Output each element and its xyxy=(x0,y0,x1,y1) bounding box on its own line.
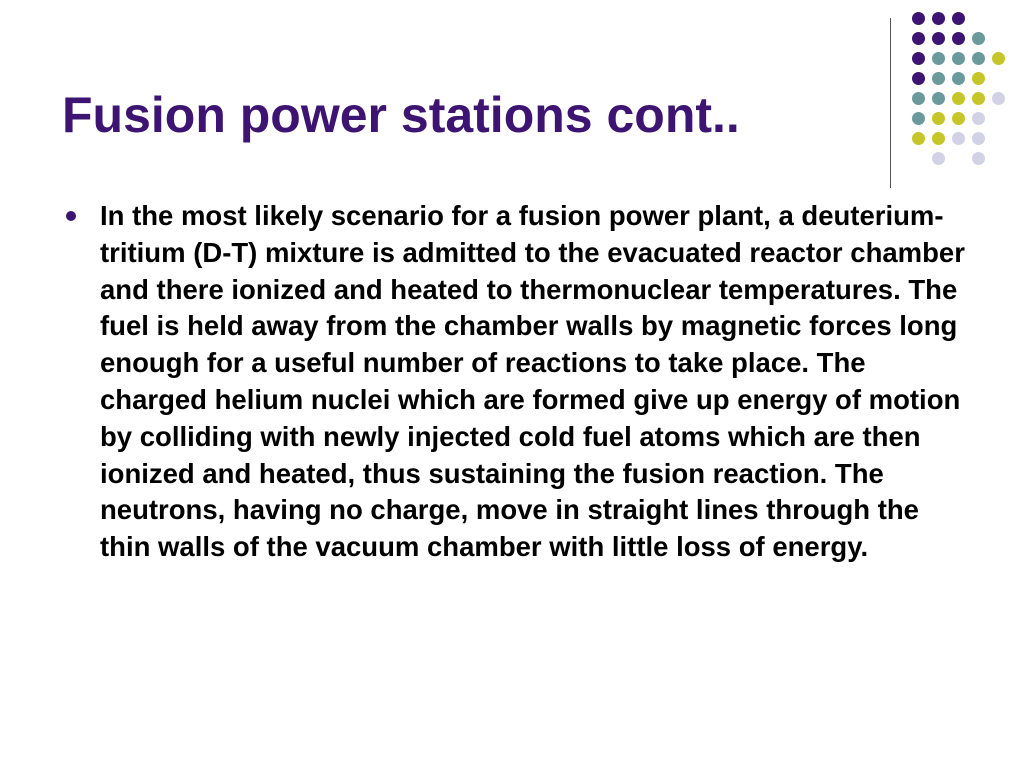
decorative-dot xyxy=(952,72,965,85)
decorative-dot xyxy=(912,112,925,125)
decorative-dot xyxy=(952,32,965,45)
decorative-dot xyxy=(952,92,965,105)
decorative-dot xyxy=(992,52,1005,65)
decorative-dot xyxy=(912,72,925,85)
decorative-dot xyxy=(972,32,985,45)
decorative-dot xyxy=(912,12,925,25)
decorative-dot xyxy=(972,112,985,125)
decorative-dot xyxy=(912,52,925,65)
decorative-dot xyxy=(952,132,965,145)
decorative-dot xyxy=(932,12,945,25)
bullet-list xyxy=(62,198,972,566)
bullet-dot-icon xyxy=(66,211,76,221)
decorative-dot xyxy=(952,52,965,65)
decorative-dot xyxy=(952,112,965,125)
decorative-dot xyxy=(932,32,945,45)
decorative-dot xyxy=(932,152,945,165)
decorative-dot xyxy=(952,12,965,25)
decorative-dot xyxy=(912,32,925,45)
decorative-dot xyxy=(932,112,945,125)
decorative-dot xyxy=(972,132,985,145)
decorative-dot xyxy=(992,92,1005,105)
decorative-dot xyxy=(912,132,925,145)
decorative-dot xyxy=(912,92,925,105)
slide-title: Fusion power stations cont.. xyxy=(62,87,740,143)
decorative-dot xyxy=(932,72,945,85)
decorative-dot xyxy=(972,152,985,165)
decorative-dot xyxy=(932,92,945,105)
decorative-dot xyxy=(972,92,985,105)
decorative-dot xyxy=(972,52,985,65)
bullet-item xyxy=(62,198,972,566)
decorative-dot xyxy=(932,52,945,65)
decorative-dot xyxy=(972,72,985,85)
bullet-text: In the most likely scenario for a fusion power plant, a deuterium-tritium (D-T) mixture is admitted to the evacuated reactor chamber and there ionized and heated to thermonuclear temperatures. The fuel is held away from the chamber walls by magnetic forces long enough for a useful number of reactions to take place. The charged helium nuclei which are formed give up energy of motion by colliding with newly injected cold fuel atoms which are then ionized and heated, thus sustaining the fusion reaction. The neutrons, having no charge, move in straight lines through the thin walls of the vacuum chamber with little loss of energy. xyxy=(100,200,965,563)
decorative-divider-line xyxy=(890,18,891,188)
decorative-dot xyxy=(932,132,945,145)
